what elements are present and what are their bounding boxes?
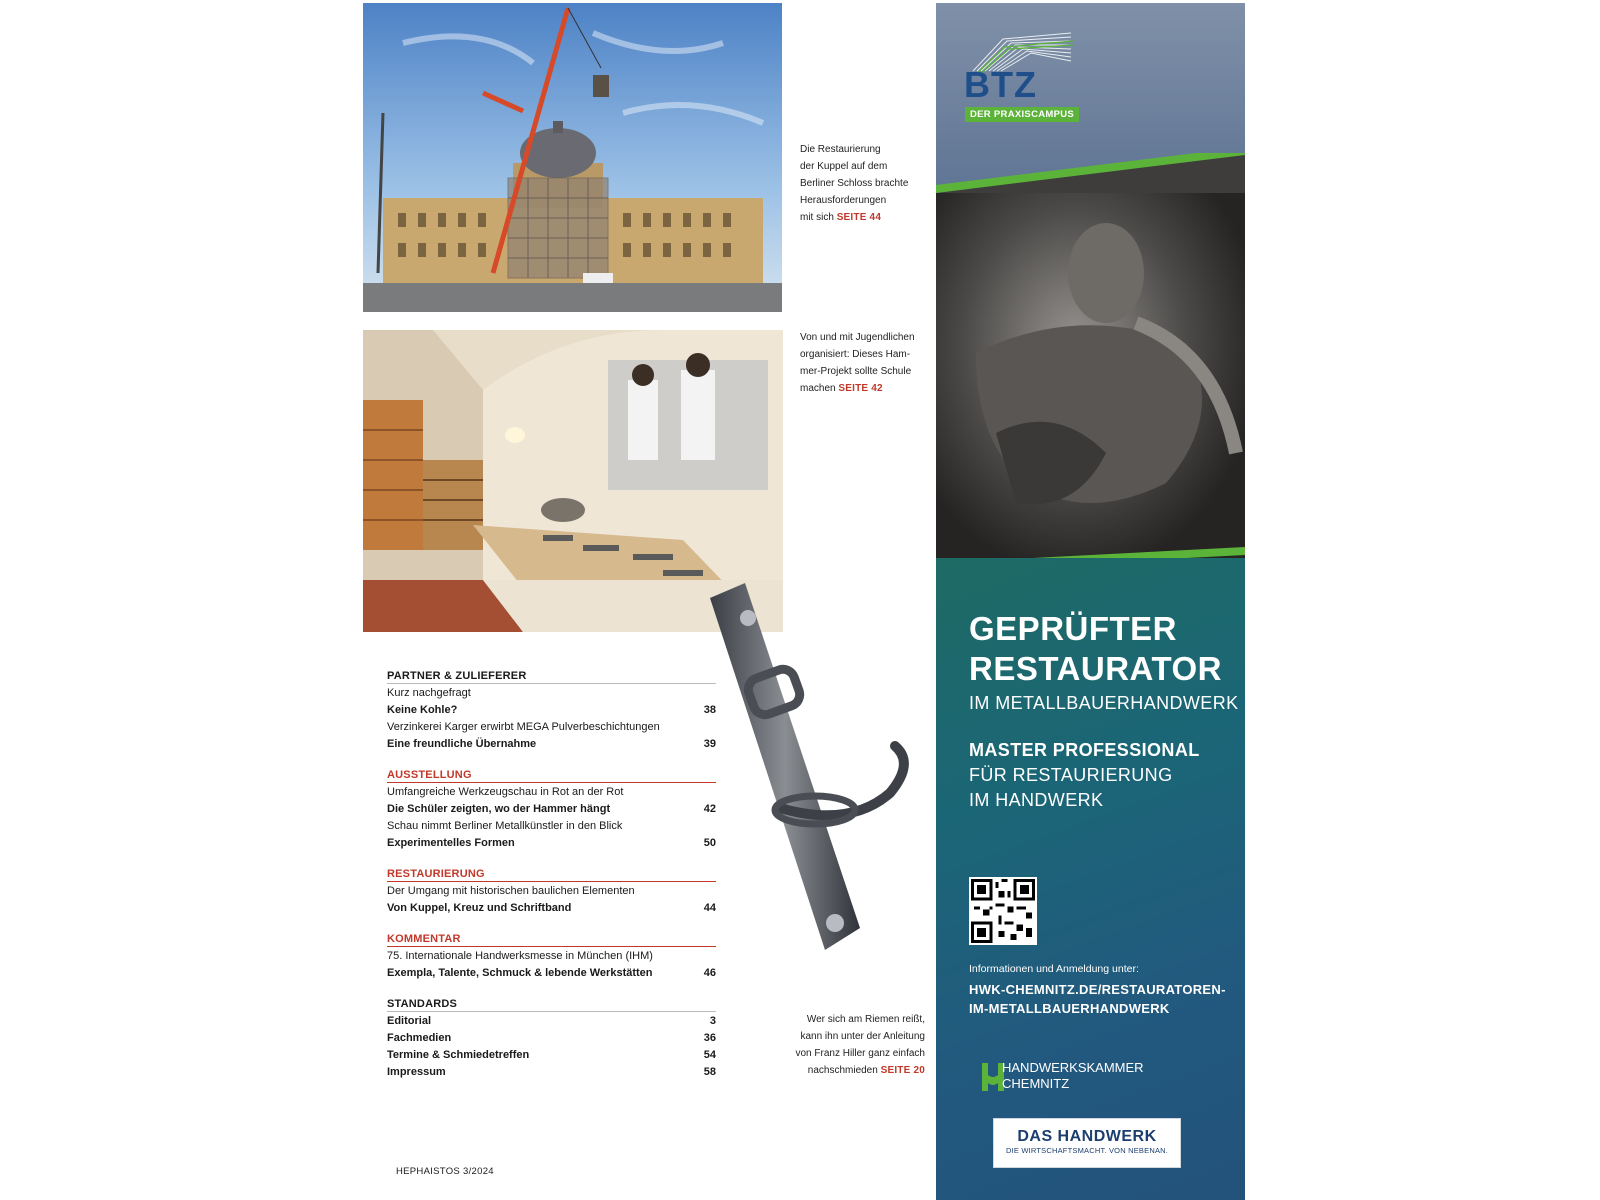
- toc-section-kommentar: [387, 933, 716, 982]
- bronze-sculpture-photo: [936, 153, 1245, 573]
- toc-entry[interactable]: Umfangreiche Werkzeugschau in Rot an der Rot: [387, 786, 624, 798]
- toc-heading: KOMMENTAR: [387, 933, 716, 947]
- das-handwerk-logo: DAS HANDWERK DIE WIRTSCHAFTSMACHT. VON NEBENAN.: [993, 1118, 1181, 1168]
- toc-heading: STANDARDS: [387, 998, 716, 1012]
- ad-title: GEPRÜFTER RESTAURATOR: [969, 610, 1222, 687]
- ad-info-text: Informationen und Anmeldung unter:: [969, 963, 1139, 975]
- toc-section-restaurierung: [387, 868, 716, 917]
- toc-heading: AUSSTELLUNG: [387, 769, 716, 783]
- registration-link[interactable]: HWK-CHEMNITZ.DE/RESTAURATOREN- IM-METALLBAUERHANDWERK: [969, 982, 1226, 1016]
- toc-entry[interactable]: Schau nimmt Berliner Metallkünstler in den Blick: [387, 820, 623, 832]
- toc-heading: PARTNER & ZULIEFERER: [387, 670, 716, 684]
- chamber-name: HANDWERKSKAMMER CHEMNITZ: [1002, 1060, 1144, 1091]
- toc-entry[interactable]: Keine Kohle? 38: [387, 704, 716, 716]
- page-ref[interactable]: SEITE 20: [880, 1065, 925, 1076]
- btz-tagline: DER PRAXISCAMPUS: [965, 107, 1079, 122]
- table-of-contents: [387, 670, 716, 1097]
- toc-entry[interactable]: Impressum 58: [387, 1066, 716, 1078]
- toc-entry[interactable]: 75. Internationale Handwerksmesse in München (IHM): [387, 950, 653, 962]
- toc-entry[interactable]: Die Schüler zeigten, wo der Hammer hängt 42: [387, 803, 716, 815]
- toc-entry[interactable]: Exempla, Talente, Schmuck & lebende Werkstätten 46: [387, 967, 716, 979]
- toc-entry[interactable]: Termine & Schmiedetreffen 54: [387, 1049, 716, 1061]
- btz-logo-text: BTZ: [964, 64, 1037, 105]
- toc-entry[interactable]: Der Umgang mit historischen baulichen Elementen: [387, 885, 635, 897]
- forged-strap-hook-photo: [700, 578, 930, 978]
- ad-master-line: FÜR RESTAURIERUNG: [969, 765, 1173, 785]
- toc-entry[interactable]: Fachmedien 36: [387, 1032, 716, 1044]
- palace-caption: Die Restaurierung der Kuppel auf dem Berliner Schloss brachte Herausforderungen mit sich SEITE 44: [800, 144, 909, 223]
- issue-label: HEPHAISTOS 3/2024: [396, 1166, 494, 1177]
- ad-master-line: IM HANDWERK: [969, 790, 1104, 810]
- toc-entry[interactable]: Eine freundliche Übernahme 39: [387, 738, 716, 750]
- advertisement-panel: [936, 3, 1245, 1200]
- strap-caption: Wer sich am Riemen reißt, kann ihn unter der Anleitung von Franz Hiller ganz einfach nachschmieden SEITE 20: [795, 1014, 925, 1076]
- ad-master-heading: MASTER PROFESSIONAL: [969, 740, 1200, 760]
- hammer-caption: Von und mit Jugendlichen organisiert: Dieses Ham- mer-Projekt sollte Schule machen SEITE 42: [800, 332, 915, 394]
- toc-entry[interactable]: Experimentelles Formen 50: [387, 837, 716, 849]
- qr-code[interactable]: [969, 877, 1037, 945]
- toc-section-standards: [387, 998, 716, 1081]
- berliner-schloss-photo: [363, 3, 782, 312]
- toc-entry[interactable]: Editorial 3: [387, 1015, 716, 1027]
- toc-heading: RESTAURIERUNG: [387, 868, 716, 882]
- toc-entry[interactable]: Kurz nachgefragt: [387, 687, 471, 699]
- page-ref[interactable]: SEITE 44: [836, 212, 882, 223]
- ad-subtitle: IM METALLBAUERHANDWERK: [969, 693, 1239, 713]
- page-ref[interactable]: SEITE 42: [838, 383, 883, 394]
- toc-entry[interactable]: Verzinkerei Karger erwirbt MEGA Pulverbeschichtungen: [387, 721, 660, 733]
- toc-section-partner: [387, 670, 716, 753]
- toc-section-ausstellung: [387, 769, 716, 852]
- toc-entry[interactable]: Von Kuppel, Kreuz und Schriftband 44: [387, 902, 716, 914]
